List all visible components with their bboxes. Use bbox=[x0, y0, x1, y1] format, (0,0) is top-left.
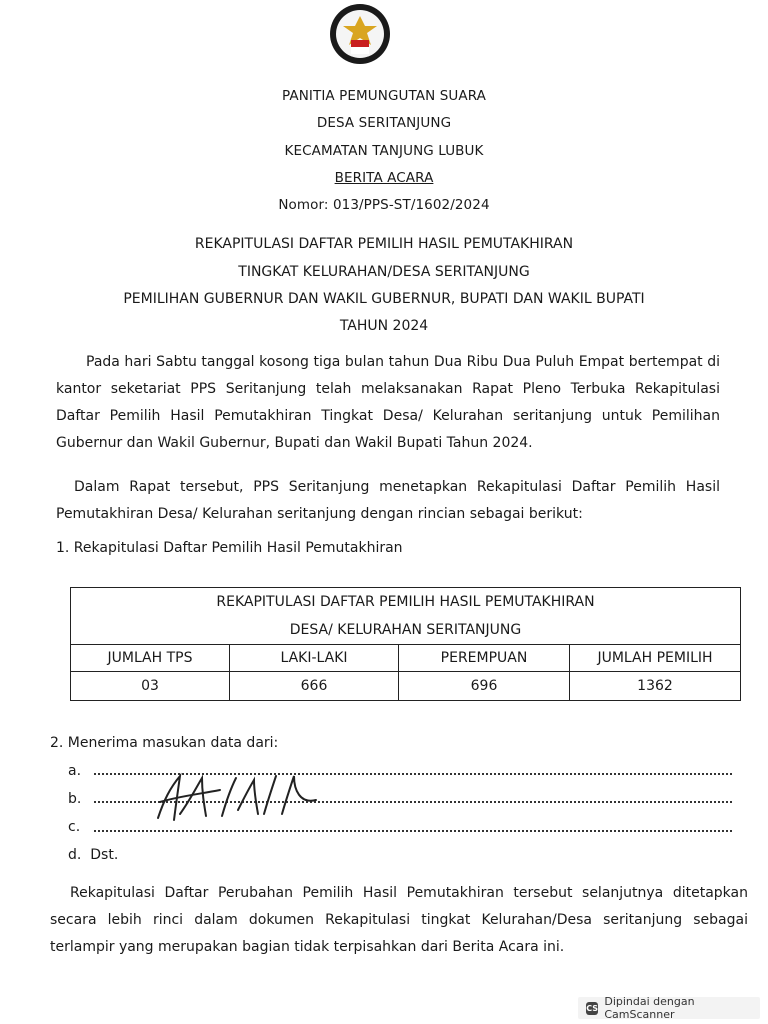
title-line-4: TAHUN 2024 bbox=[339, 318, 429, 334]
closing-paragraph: Rekapitulasi Daftar Perubahan Pemilih Hasil Pemutakhiran tersebut selanjutnya ditetapkan secara lebih rinci dalam dokumen Rekapitulasi tingkat Kelurahan/Desa seritanjung sebagai terlampir yang merupakan bagian tidak terpisahkan dari Berita Acara ini. bbox=[50, 885, 748, 955]
table-caption-2: DESA/ KELURAHAN SERITANJUNG bbox=[71, 616, 741, 645]
handwritten-signature bbox=[150, 770, 320, 825]
item-b-label: b. bbox=[68, 791, 82, 807]
section-1-heading: 1. Rekapitulasi Daftar Pemilih Hasil Pemutakhiran bbox=[56, 540, 403, 556]
table-caption-1: REKAPITULASI DAFTAR PEMILIH HASIL PEMUTAKHIRAN bbox=[71, 588, 741, 617]
document-number: Nomor: 013/PPS-ST/1602/2024 bbox=[278, 197, 490, 213]
camscanner-icon: CS bbox=[586, 1003, 599, 1013]
document-type: BERITA ACARA bbox=[334, 170, 434, 186]
section-2-heading: 2. Menerima masukan data dari: bbox=[50, 735, 279, 751]
header-jumlah-pemilih: JUMLAH PEMILIH bbox=[570, 645, 741, 672]
camscanner-watermark bbox=[578, 997, 760, 1019]
meeting-paragraph: Dalam Rapat tersebut, PPS Seritanjung menetapkan Rekapitulasi Daftar Pemilih Hasil Pemutakhiran Desa/ Kelurahan seritanjung dengan rincian sebagai berikut: bbox=[56, 479, 720, 522]
value-jumlah-pemilih: 1362 bbox=[570, 672, 741, 701]
committee-name: PANITIA PEMUNGUTAN SUARA bbox=[282, 88, 486, 104]
title-line-3: PEMILIHAN GUBERNUR DAN WAKIL GUBERNUR, BUPATI DAN WAKIL BUPATI bbox=[123, 291, 645, 307]
item-c-dotted-line bbox=[94, 828, 732, 832]
camscanner-text: Dipindai dengan CamScanner bbox=[604, 995, 695, 1021]
value-laki-laki: 666 bbox=[230, 672, 399, 701]
item-a-label: a. bbox=[68, 763, 82, 779]
kpu-logo bbox=[327, 2, 393, 66]
item-c-label: c. bbox=[68, 819, 81, 835]
opening-paragraph: Pada hari Sabtu tanggal kosong tiga bulan tahun Dua Ribu Dua Puluh Empat bertempat di kantor seketariat PPS Seritanjung telah melaksanakan Rapat Pleno Terbuka Rekapitulasi Daftar Pemilih Hasil Pemutakhiran Tingkat Desa/ Kelurahan seritanjung untuk Pemilihan Gubernur dan Wakil Gubernur, Bupati dan Wakil Bupati Tahun 2024. bbox=[56, 354, 720, 451]
recap-table bbox=[70, 587, 741, 701]
header-perempuan: PEREMPUAN bbox=[399, 645, 570, 672]
value-perempuan: 696 bbox=[399, 672, 570, 701]
header-laki-laki: LAKI-LAKI bbox=[230, 645, 399, 672]
header-jumlah-tps: JUMLAH TPS bbox=[71, 645, 230, 672]
district-name: KECAMATAN TANJUNG LUBUK bbox=[284, 143, 484, 159]
title-line-2: TINGKAT KELURAHAN/DESA SERITANJUNG bbox=[238, 264, 530, 280]
title-line-1: REKAPITULASI DAFTAR PEMILIH HASIL PEMUTAKHIRAN bbox=[194, 236, 574, 252]
village-name: DESA SERITANJUNG bbox=[316, 115, 452, 131]
value-jumlah-tps: 03 bbox=[71, 672, 230, 701]
item-d-text: Dst. bbox=[90, 847, 119, 863]
item-d-label: d. Dst. bbox=[68, 847, 119, 863]
